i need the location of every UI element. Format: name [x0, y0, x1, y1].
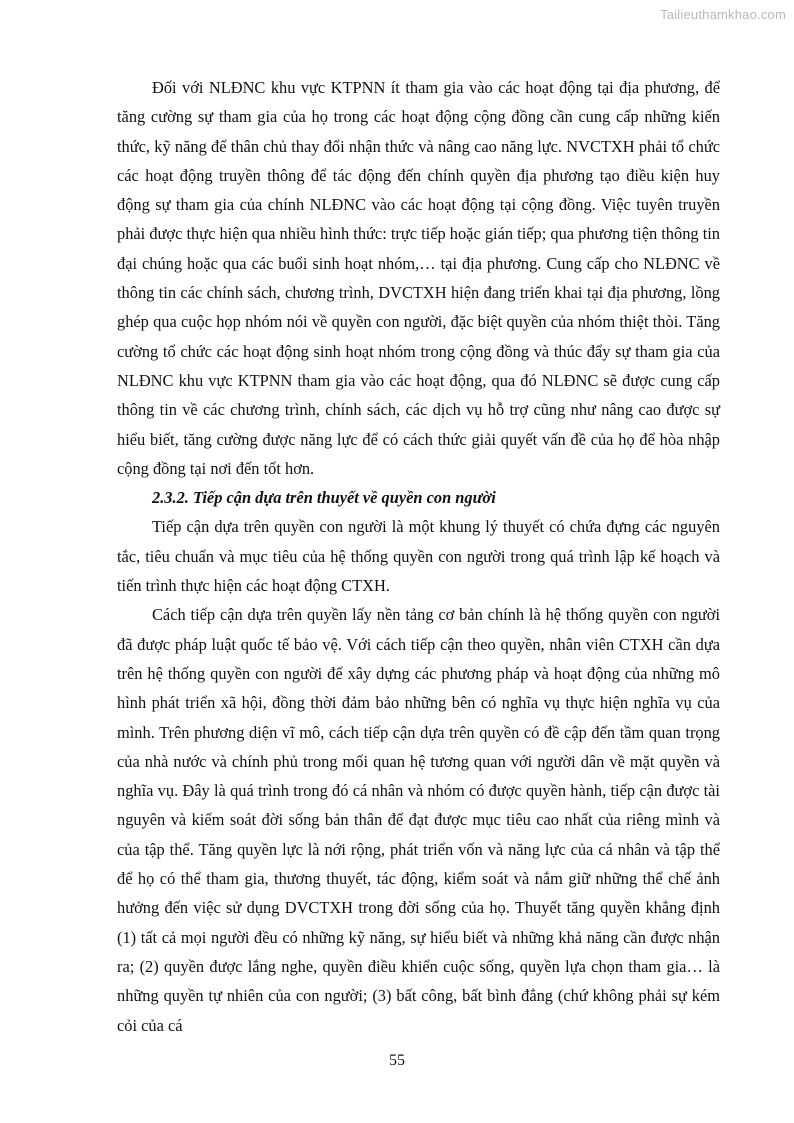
page-number: 55 [389, 1052, 405, 1069]
document-body [117, 73, 720, 1040]
paragraph-rights-based-definition: Tiếp cận dựa trên quyền con người là một khung lý thuyết có chứa đựng các nguyên tắc, tiêu chuẩn và mục tiêu của hệ thống quyền con người trong quá trình lập kế hoạch và tiến trình thực hiện các hoạt động CTXH. [117, 517, 720, 596]
paragraph-rights-based-approach: Cách tiếp cận dựa trên quyền lấy nền tảng cơ bản chính là hệ thống quyền con người đã được pháp luật quốc tế bảo vệ. Với cách tiếp cận theo quyền, nhân viên CTXH cần dựa trên hệ thống quyền con người để xây dựng các phương pháp và hoạt động của những mô hình phát triển xã hội, đồng thời đảm bảo những bên có nghĩa vụ thực hiện nghĩa vụ của mình. Trên phương diện vĩ mô, cách tiếp cận dựa trên quyền có đề cập đến tầm quan trọng của nhà nước và chính phủ trong mối quan hệ tương quan với người dân về mặt quyền và nghĩa vụ. Đây là quá trình trong đó cá nhân và nhóm có được quyền hành, tiếp cận được tài nguyên và kiểm soát đời sống bản thân để đạt được mục tiêu cao nhất của riêng mình và của tập thể. Tăng quyền lực là nới rộng, phát triển vốn và năng lực của cá nhân và tập thể để họ có thể tham gia, thương thuyết, tác động, kiểm soát và nắm giữ những thể chế ảnh hưởng đến việc sử dụng DVCTXH trong đời sống của họ. Thuyết tăng quyền khẳng định (1) tất cả mọi người đều có những kỹ năng, sự hiểu biết và những khả năng cần được nhận ra; (2) quyền được lắng nghe, quyền điều khiển cuộc sống, quyền lựa chọn tham gia… là những quyền tự nhiên của con người; (3) bất công, bất bình đẳng (chứ không phải sự kém cỏi của cá [117, 605, 720, 1035]
watermark-text: Tailieuthamkhao.com [660, 7, 786, 22]
section-heading-2-3-2: 2.3.2. Tiếp cận dựa trên thuyết về quyền con người [152, 488, 496, 508]
paragraph-ktpnn-participation: Đối với NLĐNC khu vực KTPNN ít tham gia vào các hoạt động tại địa phương, để tăng cường sự tham gia của họ trong các hoạt động cộng đồng cần cung cấp những kiến thức, kỹ năng để thân chủ thay đổi nhận thức và nâng cao năng lực. NVCTXH phải tổ chức các hoạt động truyền thông để tác động đến chính quyền địa phương tạo điều kiện huy động sự tham gia của chính NLĐNC vào các hoạt động tại cộng đồng. Việc tuyên truyền phải được thực hiện qua nhiều hình thức: trực tiếp hoặc gián tiếp; qua phương tiện thông tin đại chúng hoặc qua các buổi sinh hoạt nhóm,… tại địa phương. Cung cấp cho NLĐNC về thông tin các chính sách, chương trình, DVCTXH hiện đang triển khai tại địa phương, lồng ghép qua cuộc họp nhóm nói về quyền con người, đặc biệt quyền của nhóm thiệt thòi. Tăng cường tổ chức các hoạt động sinh hoạt nhóm trong cộng đồng và thúc đẩy sự tham gia của NLĐNC khu vực KTPNN tham gia vào các hoạt động, qua đó NLĐNC sẽ được cung cấp thông tin về các chương trình, chính sách, các dịch vụ hỗ trợ cũng như nâng cao được sự hiểu biết, tăng cường được năng lực để có cách thức giải quyết vấn đề của họ để hòa nhập cộng đồng tại nơi đến tốt hơn. [117, 78, 720, 478]
